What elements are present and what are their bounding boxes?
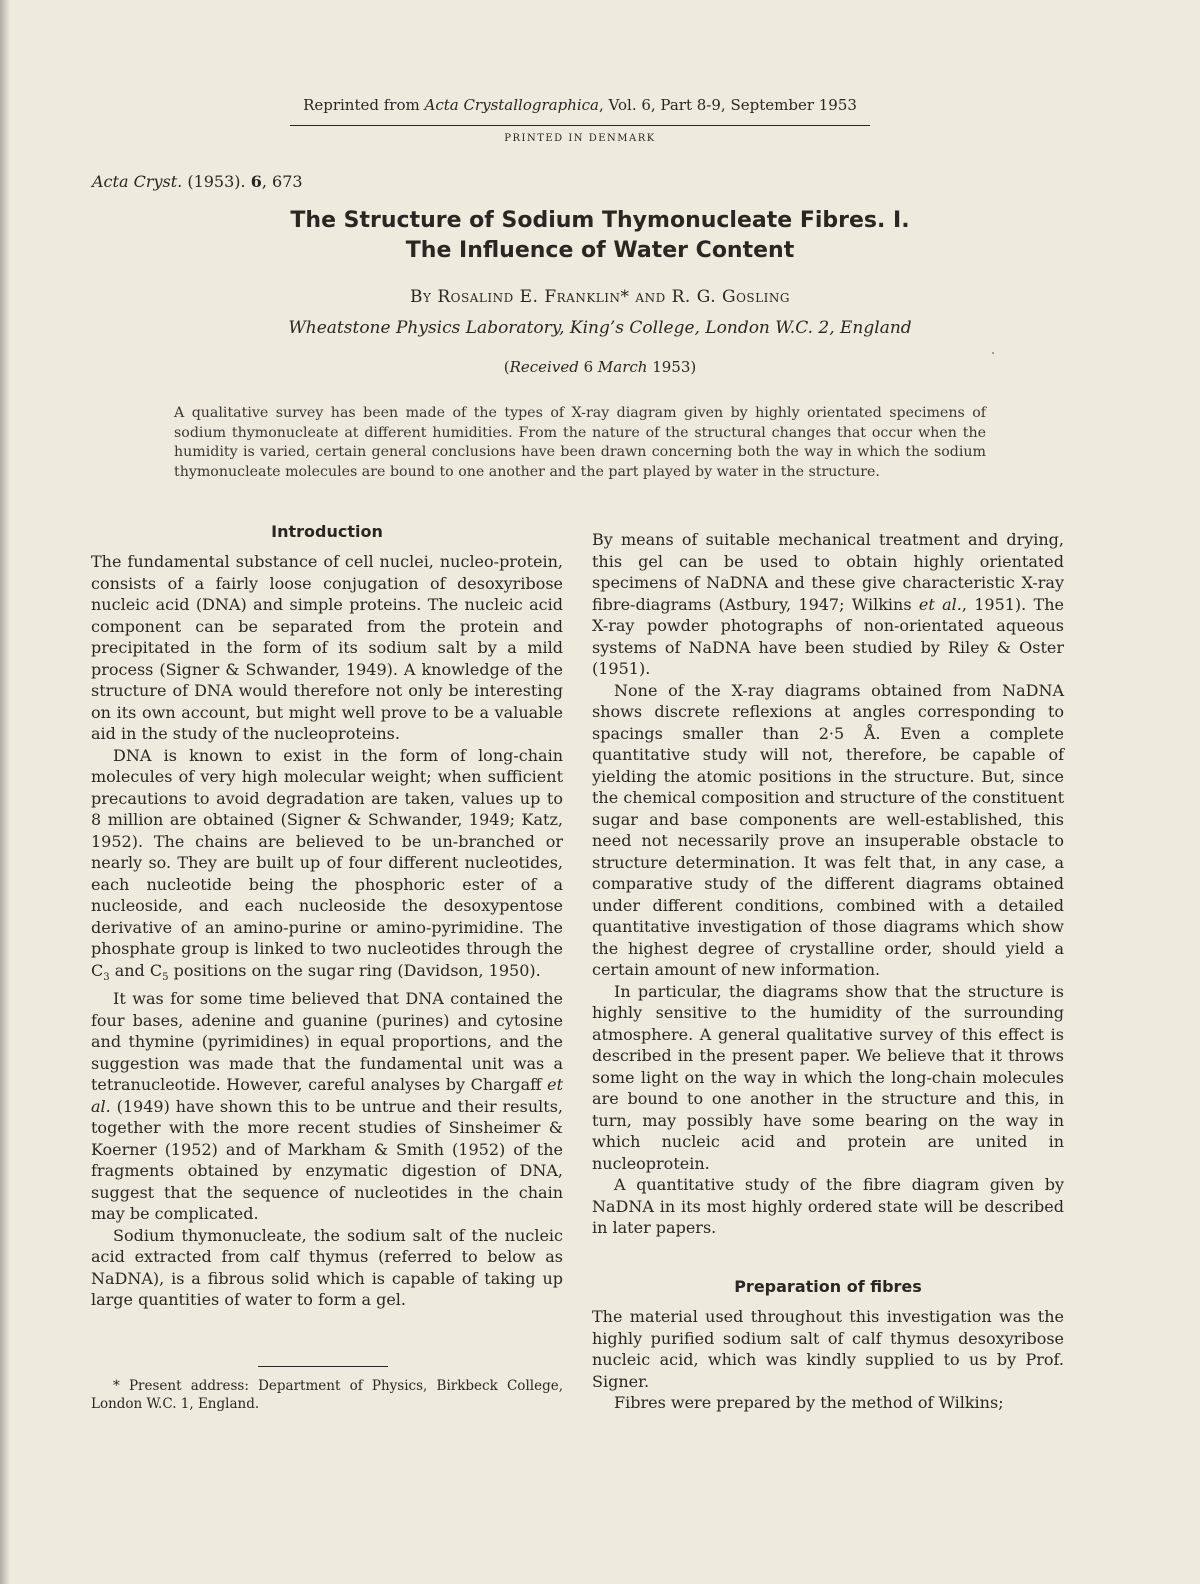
left-column xyxy=(91,551,563,1311)
intro-paragraph-3: It was for some time believed that DNA contained the four bases, adenine and guanine (purines) and cytosine and thymine (pyrimidines) in equal proportions, and the suggestion was made that the fundamental unit was a tetranucleotide. However, careful analyses by Chargaff et al. (1949) have shown this to be untrue and their results, together with the more recent studies of Sinsheimer & Koerner (1952) and of Markham & Smith (1952) of the fragments obtained by enzymatic digestion of DNA, suggest that the sequence of nucleotides in the chain may be complicated. xyxy=(91,989,563,1224)
preparation-paragraph-2: Fibres were prepared by the method of Wilkins; xyxy=(614,1393,1004,1412)
preparation-section xyxy=(592,1306,1064,1414)
page-edge-shadow xyxy=(0,0,10,1584)
footnote: * Present address: Department of Physics, Birkbeck College, London W.C. 1, England. xyxy=(91,1378,563,1412)
received-date: (Received 6 March 1953) xyxy=(503,358,697,376)
title-line-1: The Structure of Sodium Thymonucleate Fibres. I. xyxy=(290,208,910,233)
reprint-rule xyxy=(290,125,870,126)
preparation-paragraph-1: The material used throughout this investigation was the highly purified sodium salt of calf thymus desoxyribose nucleic acid, which was kindly supplied to us by Prof. Signer. xyxy=(592,1307,1064,1391)
right-paragraph-2: None of the X-ray diagrams obtained from NaDNA shows discrete reflexions at angles corresponding to spacings smaller than 2·5 Å. Even a complete quantitative study will not, therefore, be capable of yielding the atomic positions in the structure. But, since the chemical composition and structure of the constituent sugar and base components are well-established, this need not necessarily prove an insuperable obstacle to structure determination. It was felt that, in any case, a comparative study of the different diagrams obtained under different conditions, combined with a detailed quantitative investigation of those diagrams which show the highest degree of crystalline order, should yield a certain amount of new information. xyxy=(592,680,1064,979)
footnote-rule xyxy=(258,1366,388,1367)
printed-in-denmark: PRINTED IN DENMARK xyxy=(504,133,656,144)
heading-introduction: Introduction xyxy=(271,522,383,541)
right-paragraph-4: A quantitative study of the fibre diagram given by NaDNA in its most highly ordered state will be described in later papers. xyxy=(592,1175,1064,1237)
article-title xyxy=(150,206,1050,266)
right-column xyxy=(592,529,1064,1239)
article-authors: By Rosalind E. Franklin* and R. G. Gosling xyxy=(410,287,790,307)
intro-paragraph-2: DNA is known to exist in the form of long-chain molecules of very high molecular weight; when sufficient precautions to avoid degradation are taken, values up to 8 million are obtained (Signer & Schwander, 1949; Katz, 1952). The chains are believed to be un-branched or nearly so. They are built up of four different nucleotides, each nucleotide being the phosphoric ester of a nucleoside, and each nucleoside the desoxypentose derivative of an amino-purine or amino-pyrimidine. The phosphate group is linked to two nucleotides through the $C_3$ and $C_5$ positions on the sugar ring (Davidson, 1950). xyxy=(91,745,563,983)
right-paragraph-3: In particular, the diagrams show that the structure is highly sensitive to the humidity of the surrounding atmosphere. A general qualitative survey of this effect is described in the present paper. We believe that it throws some light on the way in which the long-chain molecules are bound to one another in the structure and this, in turn, may possibly have some bearing on the way in which nucleic acid and protein are united in nucleoprotein. xyxy=(592,981,1064,1173)
reprint-line: Reprinted from Acta Crystallographica, Vol. 6, Part 8-9, September 1953 xyxy=(303,96,857,114)
abstract: A qualitative survey has been made of the types of X-ray diagram given by highly orientated specimens of sodium thymonucleate at different humidities. From the nature of the structural changes that occur when the humidity is varied, certain general conclusions have been drawn concerning both the way in which the sodium thymonucleate molecules are bound to one another and the part played by water in the structure. xyxy=(174,405,986,480)
intro-paragraph-1: The fundamental substance of cell nuclei, nucleo-protein, consists of a fairly loose conjugation of desoxyribose nucleic acid (DNA) and simple proteins. The nucleic acid component can be separated from the protein and precipitated in the form of its sodium salt by a mild process (Signer & Schwander, 1949). A knowledge of the structure of DNA would therefore not only be interesting on its own account, but might well prove to be a valuable aid in the study of the nucleoproteins. xyxy=(91,552,563,743)
article-affiliation: Wheatstone Physics Laboratory, King’s College, London W.C. 2, England xyxy=(288,318,912,338)
right-paragraph-1: By means of suitable mechanical treatment and drying, this gel can be used to obtain highly orientated specimens of NaDNA and these give characteristic X-ray fibre-diagrams (Astbury, 1947; Wilkins et al., 1951). The X-ray powder photographs of non-orientated aqueous systems of NaDNA have been studied by Riley & Oster (1951). xyxy=(592,530,1065,678)
heading-preparation-of-fibres: Preparation of fibres xyxy=(734,1277,922,1296)
journal-citation: Acta Cryst. (1953). 6, 673 xyxy=(92,172,303,191)
paper-speck xyxy=(992,352,994,354)
intro-paragraph-4: Sodium thymonucleate, the sodium salt of the nucleic acid extracted from calf thymus (referred to below as NaDNA), is a fibrous solid which is capable of taking up large quantities of water to form a gel. xyxy=(91,1225,563,1310)
title-line-2: The Influence of Water Content xyxy=(405,238,795,263)
